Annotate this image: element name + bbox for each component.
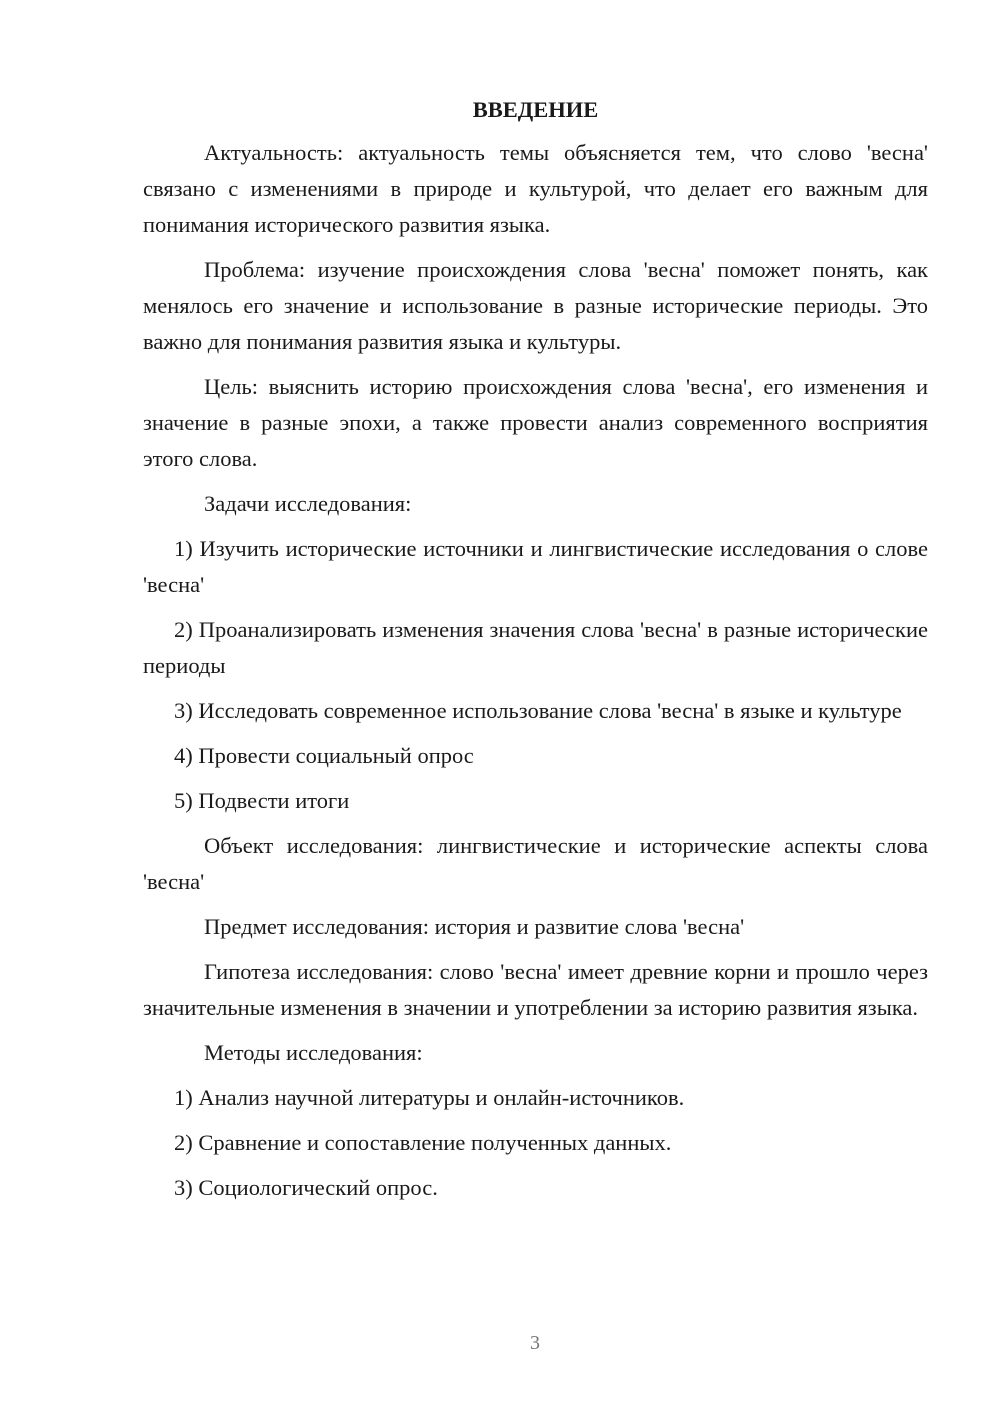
problem-paragraph: Проблема: изучение происхождения слова 'весна' поможет понять, как менялось его значение и использование в разные исторические периоды. Это важно для понимания развития языка и культуры.	[143, 257, 928, 354]
relevance-paragraph: Актуальность: актуальность темы объясняется тем, что слово 'весна' связано с изменениями в природе и культурой, что делает его важным для понимания исторического развития языка.	[143, 140, 928, 237]
page-number: 3	[530, 1332, 540, 1354]
page-title: ВВЕДЕНИЕ	[472, 97, 599, 122]
object-paragraph: Объект исследования: лингвистические и исторические аспекты слова 'весна'	[143, 833, 928, 894]
task-item-2: 2) Проанализировать изменения значения слова 'весна' в разные исторические периоды	[143, 617, 928, 678]
goal-paragraph: Цель: выяснить историю происхождения слова 'весна', его изменения и значение в разные эпохи, а также провести анализ современного восприятия этого слова.	[143, 374, 928, 471]
task-item-3: 3) Исследовать современное использование слова 'весна' в языке и культуре	[174, 698, 902, 723]
method-item-3: 3) Социологический опрос.	[174, 1175, 438, 1200]
task-item-5: 5) Подвести итоги	[174, 788, 350, 813]
task-item-1: 1) Изучить исторические источники и лингвистические исследования о слове 'весна'	[143, 536, 928, 597]
methods-heading: Методы исследования:	[204, 1040, 423, 1065]
hypothesis-paragraph: Гипотеза исследования: слово 'весна' имеет древние корни и прошло через значительные изменения в значении и употреблении за историю развития языка.	[143, 959, 928, 1020]
task-item-4: 4) Провести социальный опрос	[174, 743, 474, 768]
tasks-heading: Задачи исследования:	[204, 491, 412, 516]
document-page	[143, 92, 928, 1215]
method-item-2: 2) Сравнение и сопоставление полученных данных.	[174, 1130, 672, 1155]
method-item-1: 1) Анализ научной литературы и онлайн-источников.	[174, 1085, 685, 1110]
subject-paragraph: Предмет исследования: история и развитие слова 'весна'	[204, 914, 745, 939]
